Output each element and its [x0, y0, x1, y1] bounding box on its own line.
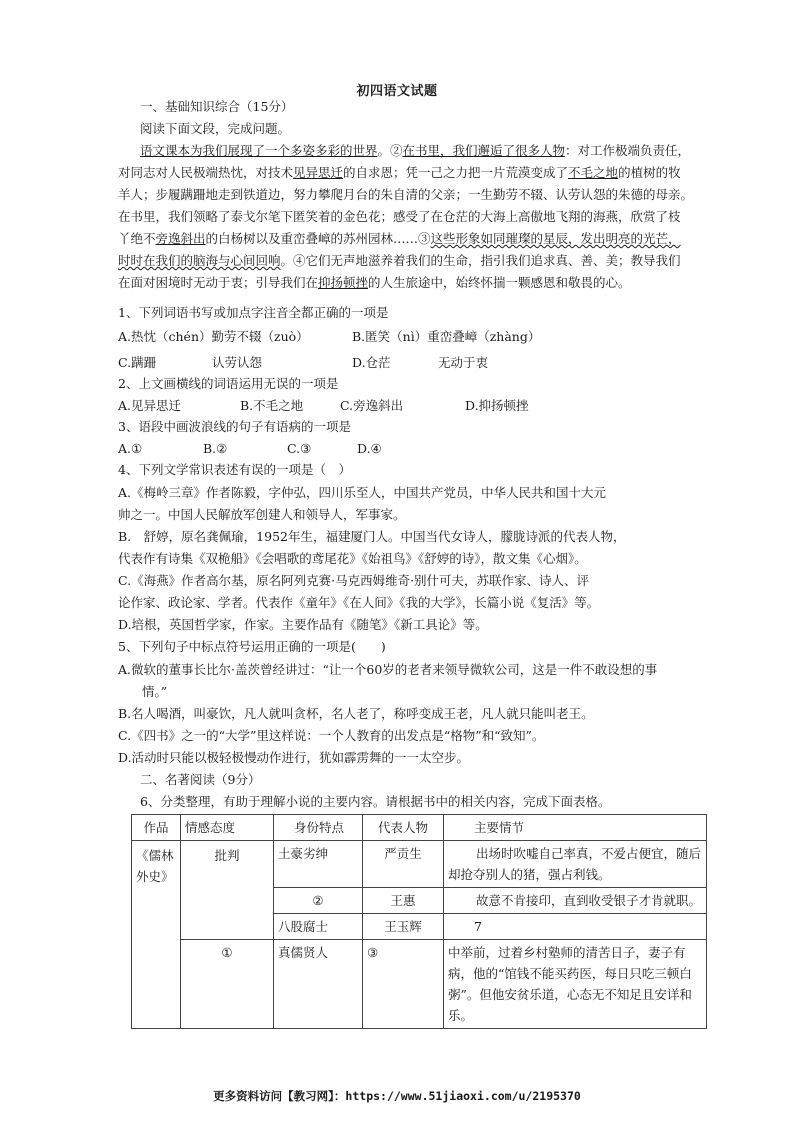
header-person: 代表人物: [363, 815, 444, 841]
q3-option-d: D.④: [357, 441, 382, 456]
q2-option-d: D.抑扬顿挫: [465, 398, 529, 413]
q1-option-d-word: 无动于衷: [438, 355, 489, 370]
cell-identity: 八股腐士: [274, 914, 363, 940]
q2-option-a: A.见异思迁: [118, 398, 182, 413]
cell-attitude: ①: [181, 940, 274, 1029]
novel-table: [131, 814, 707, 1029]
word-bumaozhidi: 不毛之地: [568, 165, 619, 180]
q5-option-d: D.活动时只能以极轻极慢动作进行，犹如霹雳舞的一一太空步。: [118, 750, 470, 765]
q5-option-b: B.名人喝酒，叫豪饮，凡人就叫贪杯，名人老了，称呼变成王老，凡人就只能叫老王。: [118, 706, 594, 721]
q4-option-d: D.培根，英国哲学家，作家。主要作品有《随笔》《新工具论》等。: [118, 617, 488, 632]
word-pangyixiechu: 旁逸斜出: [155, 231, 206, 246]
q5-option-c: C.《四书》之一的“大学”里这样说：一个人教育的出发点是“格物”和“致知”。: [118, 728, 545, 743]
passage-line-6: 时时在我们的脑海与心间回响。④它们无声地滋养着我们的生命，指引我们追求真、善、美；教导我们: [118, 253, 681, 268]
q2-option-b: B.不毛之地: [240, 398, 304, 413]
underlined-phrase-1: 语文课本为我们展现了一个多姿多彩的世界: [140, 143, 378, 158]
q4-stem: 4、下列文学常识表述有误的一项是（ ）: [118, 462, 351, 477]
q3-option-b: B.②: [203, 441, 228, 456]
cell-person: 严贡生: [363, 841, 444, 888]
wavy-sentence-3: 这些形象如同璀璨的星辰，发出明亮的光芒，: [430, 231, 681, 246]
cell-person: ③: [363, 940, 444, 1029]
passage-line-4: 在书里，我们领略了泰戈尔笔下匿笑着的金色花；感受了在仓茫的大海上高傲地飞翔的海燕，欣赏了枝: [118, 209, 681, 224]
q1-option-d: D.仓茫: [352, 355, 391, 370]
q4-option-a-line1: A.《梅岭三章》作者陈毅，字仲弘，四川乐至人，中国共产党员，中华人民共和国十大元: [118, 485, 607, 500]
q1-stem: 1、下列词语书写或加点字注音全都正确的一项是: [118, 305, 389, 320]
passage-line-7: 在面对困境时无动于衷；引导我们在抑扬顿挫的人生旅途中，始终怀揣一颗感恩和敬畏的心。: [118, 275, 631, 290]
passage-line-1: 语文课本为我们展现了一个多姿多彩的世界。②在书里，我们邂逅了很多人物：对工作极端负责任，: [140, 143, 691, 158]
header-attitude: 情感态度: [181, 815, 274, 841]
underlined-phrase-2: 在书里，我们邂逅了很多人物: [402, 143, 566, 158]
passage-line-2: 对同志对人民极端热忱，对技术见异思迁的自求恩；凭一己之力把一片荒漠变成了不毛之地的植树的牧: [118, 165, 681, 180]
wavy-sentence-3-end: 时时在我们的脑海与心间回响: [118, 253, 281, 268]
cell-identity: 土豪劣绅: [274, 841, 363, 888]
q6-stem: 6、分类整理，有助于理解小说的主要内容。请根据书中的相关内容，完成下面表格。: [140, 794, 611, 809]
cell-plot: 故意不肯接印，直到收受银子才肯就职。: [444, 888, 707, 914]
table-row: [132, 841, 707, 888]
q4-option-c-line2: 论作家、政论家、学者。代表作《童年》《在人间》《我的大学》，长篇小说《复活》等。: [118, 595, 600, 610]
page-title: 初四语文试题: [356, 84, 438, 99]
table-header-row: [132, 815, 707, 841]
table-row: [132, 940, 707, 1029]
header-book: 作品: [132, 815, 181, 841]
cell-identity: 真儒贤人: [274, 940, 363, 1029]
q1-option-b: B.匿笑（nì）重峦叠嶂（zhàng）: [352, 329, 541, 344]
q3-option-c: C.③: [287, 441, 312, 456]
q4-option-c-line1: C.《海燕》作者高尔基，原名阿列克赛·马克西姆维奇·别什可夫，苏联作家、诗人、评: [118, 573, 590, 588]
cell-plot: 中举前，过着乡村塾师的清苦日子，妻子有病，他的“馆钱不能买药医，每日只吃三顿白粥”。但他安贫乐道，心态无不知足且安详和乐。: [444, 940, 707, 1029]
passage-line-5: 丫绝不旁逸斜出的白杨树以及重峦叠嶂的苏州园林……③这些形象如同璀璨的星辰，发出明亮的光芒，: [118, 231, 681, 246]
header-identity: 身份特点: [274, 815, 363, 841]
footer-link[interactable]: 更多资料访问【教习网】：https://www.51jiaoxi.com/u/2195370: [213, 1089, 581, 1103]
cell-plot: 出场时吹嘘自己率真，不爱占便宜，随后却抢夺别人的猪，强占利钱。: [444, 841, 707, 888]
q2-option-c: C.旁逸斜出: [340, 398, 404, 413]
passage-line-3: 羊人；步履蹒跚地走到铁道边，努力攀爬月台的朱自清的父亲；一生勤劳不辍、认劳认怨的朱德的母亲。: [118, 187, 694, 202]
cell-identity: ②: [274, 888, 363, 914]
cell-attitude: 批判: [181, 841, 274, 940]
cell-person: 王惠: [363, 888, 444, 914]
q2-stem: 2、上文画横线的词语运用无误的一项是: [118, 376, 339, 391]
section2-heading: 二、名著阅读（9分）: [140, 772, 261, 787]
q5-stem: 5、下列句子中标点符号运用正确的一项是( ): [118, 639, 386, 654]
word-jianyisiqian: 见异思迁: [293, 165, 344, 180]
q5-option-a-line2: 情。”: [142, 684, 168, 699]
q4-option-a-line2: 帅之一。中国人民解放军创建人和领导人，军事家。: [118, 507, 406, 522]
word-yiyangdunchuo: 抑扬顿挫: [318, 275, 369, 290]
q1-option-c: C.蹒跚: [118, 355, 157, 370]
cell-plot: 7: [444, 914, 707, 940]
section1-heading: 一、基础知识综合（15分）: [140, 99, 294, 114]
q3-option-a: A.①: [118, 441, 143, 456]
q4-option-b-line2: 代表作有诗集《双桅船》《会唱歌的鸢尾花》《始祖鸟》《舒婷的诗》，散文集《心烟》。: [118, 551, 587, 566]
q1-option-c-word: 认劳认怨: [212, 355, 263, 370]
q3-stem: 3、语段中画波浪线的句子有语病的一项是: [118, 419, 351, 434]
cell-person: 王玉辉: [363, 914, 444, 940]
book-name: 《儒林外史》: [132, 841, 181, 1029]
header-plot: 主要情节: [444, 815, 707, 841]
q4-option-b-line1: B. 舒婷，原名龚佩瑜，1952年生，福建厦门人。中国当代女诗人，朦胧诗派的代表人物，: [118, 529, 626, 544]
q5-option-a-line1: A.微软的董事长比尔·盖茨曾经讲过：“让一个60岁的老者来领导微软公司，这是一件不敢设想的事: [118, 662, 658, 677]
q1-option-a: A.热忱（chén）勤劳不辍（zuò）: [118, 329, 309, 344]
section1-instruction: 阅读下面文段，完成问题。: [140, 121, 291, 136]
